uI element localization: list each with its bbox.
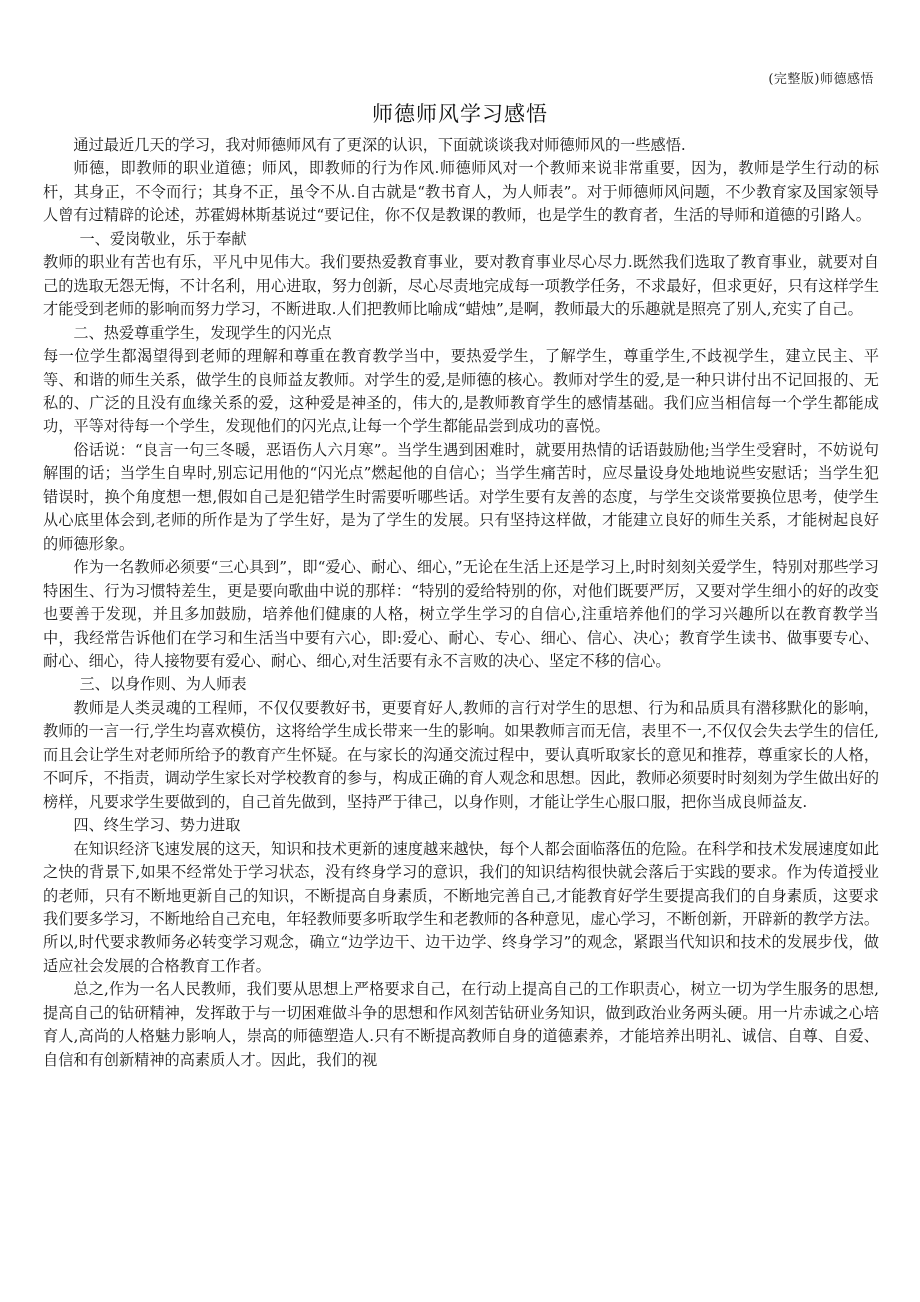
paragraph-section-3: 教师是人类灵魂的工程师，不仅仅要教好书，更要育好人,教师的言行对学生的思想、行为和品质具有潜移默化的影响，教师的一言一行,学生均喜欢模仿，这将给学生成长带来一生的影响。如果教师言而无信，表里不一,不仅仅会失去学生的信任,而且会让学生对老师所给予的教育产生怀疑。在与家长的沟通交流过程中，要认真听取家长的意见和推荐，尊重家长的人格，不呵斥，不指责，调动学生家长对学校教育的参与，构成正确的育人观念和思想。因此，教师必须要时时刻刻为学生做出好的榜样，凡要求学生要做到的，自己首先做到，坚持严于律己，以身作则，才能让学生心服口服，把你当成良师益友. (43, 698, 879, 811)
paragraph-section-4: 在知识经济飞速发展的这天，知识和技术更新的速度越来越快，每个人都会面临落伍的危险。在科学和技术发展速度如此之快的背景下,如果不经常处于学习状态，没有终身学习的意识，我们的知识结构很快就会落后于实践的要求。作为传道授业的老师，只有不断地更新自己的知识，不断提高自身素质，不断地完善自己,才能教育好学生要提高我们的自身素质，这要求我们要多学习，不断地给自己充电，年轻教师要多听取学生和老教师的各种意见，虚心学习，不断创新，开辟新的教学方法。所以,时代要求教师务必转变学习观念，确立“边学边干、边干边学、终身学习”的观念，紧跟当代知识和技术的发展步伐，做适应社会发展的合格教育工作者。 (43, 839, 879, 975)
section-heading-2: 二、热爱尊重学生，发现学生的闪光点 (73, 323, 332, 342)
document-title: 师德师风学习感悟 (372, 102, 548, 126)
section-heading-1: 一、爱岗敬业，乐于奉献 (79, 229, 247, 248)
paragraph-definition: 师德，即教师的职业道德；师风，即教师的行为作风.师德师风对一个教师来说非常重要，因为，教师是学生行动的标杆，其身正，不令而行；其身不正，虽令不从.自古就是“教书育人，为人师表”。对于师德师风问题，不少教育家及国家领导人曾有过精辟的论述，苏霍姆林斯基说过“要记住，你不仅是教课的教师，也是学生的教育者，生活的导师和道德的引路人。 (43, 159, 879, 225)
paragraph-conclusion: 总之,作为一名人民教师，我们要从思想上严格要求自己，在行动上提高自己的工作职责心，树立一切为学生服务的思想,提高自己的钻研精神，发挥敢于与一切困难做斗争的思想和作风刻苦钻研业务知识，做到政治业务两头硬。用一片赤诚之心培育人,高尚的人格魅力影响人，崇高的师德塑造人.只有不断提高教师自身的道德素养，才能培养出明礼、诚信、自尊、自爱、自信和有创新精神的高素质人才。因此，我们的视 (43, 980, 879, 1069)
paragraph-proverb: 俗话说：“良言一句三冬暖，恶语伤人六月寒”。当学生遇到困难时，就要用热情的话语鼓励他;当学生受窘时，不妨说句解围的话；当学生自卑时,别忘记用他的“闪光点”燃起他的自信心；当学生痛苦时，应尽量设身处地地说些安慰话；当学生犯错误时，换个角度想一想,假如自己是犯错学生时需要听哪些话。对学生要有友善的态度，与学生交谈常要换位思考，使学生从心底里体会到,老师的所作是为了学生好，是为了学生的发展。只有坚持这样做，才能建立良好的师生关系，才能树起良好的师德形象。 (43, 440, 879, 553)
paragraph-section-1: 教师的职业有苦也有乐，平凡中见伟大。我们要热爱教育事业，要对教育事业尽心尽力.既然我们选取了教育事业，就要对自己的选取无怨无悔，不计名利，用心进取，努力创新，尽心尽责地完成每一项教学任务，不求最好，但求更好，只有这样学生才能受到老师的影响而努力学习，不断进取.人们把教师比喻成“蜡烛”,是啊，教师最大的乐趣就是照亮了别人,充实了自己。 (43, 253, 879, 319)
paragraph-three-hearts: 作为一名教师必须要“三心具到”，即“爱心、耐心、细心，”无论在生活上还是学习上,时时刻刻关爱学生，特别对那些学习特困生、行为习惯特差生，更是要向歌曲中说的那样：“特别的爱给特别的你，对他们既要严厉，又要对学生细小的好的改变也要善于发现，并且多加鼓励，培养他们健康的人格，树立学生学习的自信心,注重培养他们的学习兴趣所以在教育教学当中，我经常告诉他们在学习和生活当中要有六心，即:爱心、耐心、专心、细心、信心、决心；教育学生读书、做事要专心、耐心、细心，待人接物要有爱心、耐心、细心,对生活要有永不言败的决心、坚定不移的信心。 (43, 558, 879, 670)
paragraph-intro: 通过最近几天的学习，我对师德师风有了更深的认识，下面就谈谈我对师德师风的一些感悟. (73, 136, 686, 154)
running-header: (完整版)师德感悟 (768, 72, 874, 87)
section-heading-4: 四、终生学习、势力进取 (73, 816, 241, 835)
document-body (43, 134, 879, 1072)
section-heading-3: 三、以身作则、为人师表 (79, 675, 247, 694)
paragraph-section-2: 每一位学生都渴望得到老师的理解和尊重在教育教学当中，要热爱学生，了解学生，尊重学生,不歧视学生，建立民主、平等、和谐的师生关系，做学生的良师益友教师。对学生的爱,是师德的核心。教师对学生的爱,是一种只讲付出不记回报的、无私的、广泛的且没有血缘关系的爱，这种爱是神圣的，伟大的,是教师教育学生的感情基础。我们应当相信每一个学生都能成功，平等对待每一个学生，发现他们的闪光点,让每一个学生都能品尝到成功的喜悦。 (43, 347, 879, 436)
